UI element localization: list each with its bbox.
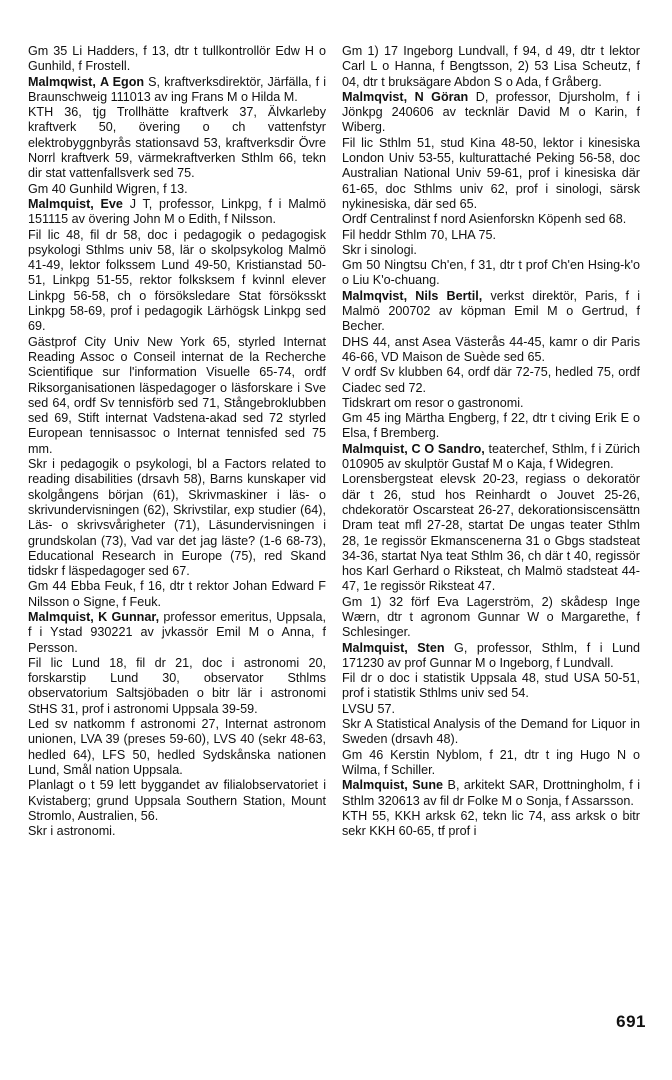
entry-given-name: Nils Bertil, <box>415 288 483 303</box>
entry-text: B, arkitekt SAR, Drottningholm, f i Sthlm 320613 av fil dr Folke M o Sonja, f Assarsson. <box>342 778 640 808</box>
entry-text: Ordf Centralinst f nord Asienforskn Köpenh sed 68. <box>342 212 627 227</box>
entry-paragraph <box>28 335 326 457</box>
entry-paragraph <box>28 778 326 824</box>
entry-heading <box>342 442 640 473</box>
page-number: 691 <box>616 1012 646 1031</box>
entry-text: Skr i pedagogik o psykologi, bl a Factors related to reading disabilities (drsavh 58), Barns kunskaper vid skolgångens början (61), Skrivmaskiner i läs- o skrivundervisningen (62), Skrivstilar, exp studier (64), Läs- o skrivsvårigheter (71), Läsundervisningen i grundskolan (73), Vad var det jag läste? (1-6 68-73), Educational Research in Europe (75), red Skand tidskr f läspedagoger sed 67. <box>28 457 326 579</box>
entry-paragraph <box>342 228 640 243</box>
entry-text: KTH 55, KKH arksk 62, tekn lic 74, ass arksk o bitr sekr KKH 60-65, tf prof i <box>342 808 640 839</box>
entry-paragraph <box>28 457 326 579</box>
entry-text: Gm 40 Gunhild Wigren, f 13. <box>28 181 188 196</box>
entry-paragraph <box>28 579 326 610</box>
entry-heading <box>28 75 326 106</box>
entry-paragraph <box>342 748 640 779</box>
entry-heading <box>342 289 640 335</box>
entry-given-name: K Gunnar, <box>98 609 160 624</box>
entry-given-name: N Göran <box>414 89 469 104</box>
entry-paragraph <box>28 182 326 197</box>
entry-text: Gm 1) 32 förf Eva Lagerström, 2) skådesp Inge Wærn, dtr t agronom Gunnar W o Margarethe, f Schlesinger. <box>342 594 640 640</box>
entry-text: J T, professor, Linkpg, f i Malmö 151115 av övering John M o Edith, f Nilsson. <box>28 196 326 227</box>
entry-paragraph <box>342 396 640 411</box>
entry-paragraph <box>28 656 326 717</box>
entry-text: Led sv natkomm f astronomi 27, Internat astronom unionen, LVA 39 (preses 59-60), LVS 40 (sekr 48-63, hedled 64), LFS 50, hedled Sydskånska nationen Lund, Smål nation Uppsala. <box>28 717 326 777</box>
entry-surname: Malmquist, <box>342 441 408 456</box>
entry-text: Fil dr o doc i statistik Uppsala 48, stud USA 50-51, prof i statistik Sthlms univ sed 54. <box>342 671 640 701</box>
entry-text: Planlagt o t 59 lett byggandet av filialobservatoriet i Kvistaberg; grund Uppsala Southern Station, Mount Stromlo, Australien, 56. <box>28 778 326 823</box>
entry-paragraph <box>342 335 640 366</box>
entry-surname: Malmqwist, <box>28 74 96 89</box>
entry-text: D, professor, Djursholm, f i Jönkpg 240606 av tecknlär David M o Karin, f Wiberg. <box>342 89 640 135</box>
entry-surname: Malmquist, <box>342 778 408 793</box>
entry-given-name: C O Sandro, <box>411 441 485 456</box>
entry-given-name: Eve <box>100 196 123 211</box>
left-column <box>28 44 326 1080</box>
entry-paragraph <box>342 717 640 748</box>
entry-paragraph <box>342 472 640 594</box>
entry-paragraph <box>342 411 640 442</box>
entry-text: Lorensbergsteat elevsk 20-23, regiass o dekoratör där t 26, stud hos Reinhardt o Jouvet 25-26, chdekoratör Oscarsteat 26-27, dekorationsiscensättn Dram teat mfl 27-28, startat De ungas teater Sthlm 28, 1e regissör Ekmanscenerna 31 o Gbgs stadsteat 34-36, startat Nya teat Sthlm 36, ch där t 40, regissör hos Karl Gerhard o Riksteat, ch Malmö stadsteat 44-47, 1e regissör Riksteat 47. <box>342 472 640 594</box>
entry-given-name: Sten <box>417 640 445 655</box>
entry-text: professor emeritus, Uppsala, f i Ystad 930221 av jvkassör Emil M o Anna, f Persson. <box>28 609 326 655</box>
entry-text: Skr A Statistical Analysis of the Demand for Liquor in Sweden (drsavh 48). <box>342 717 640 747</box>
entry-text: KTH 36, tjg Trollhätte kraftverk 37, Älvkarleby kraftverk 50, övering o ch vattenfstyr elektrobyggnbyrås stationsavd 53, kraftverksdir Övre Norrl kraftverk 59, värmekraftverken Sthlm 66, tekn dir stat vattenfallsverk sed 75. <box>28 105 326 181</box>
entry-surname: Malmquist, <box>28 196 94 211</box>
entry-paragraph <box>342 702 640 717</box>
entry-text: Gm 50 Ningtsu Ch'en, f 31, dtr t prof Ch'en Hsing-k'o o Liu K'o-chuang. <box>342 258 640 288</box>
entry-paragraph <box>28 228 326 335</box>
entry-paragraph <box>28 44 326 75</box>
entry-text: Gm 1) 17 Ingeborg Lundvall, f 94, d 49, dtr t lektor Carl L o Hanna, f Bengtsson, 2) 53 Lisa Scheutz, f 04, dtr t bruksägare Abdon S o Ada, f Gråberg. <box>342 44 640 89</box>
entry-text: Gm 35 Li Hadders, f 13, dtr t tullkontrollör Edw H o Gunhild, f Frostell. <box>28 44 326 74</box>
entry-text: verkst direktör, Paris, f i Malmö 200702 av köpman Emil M o Gertrud, f Becher. <box>342 288 640 334</box>
entry-text: Gm 44 Ebba Feuk, f 16, dtr t rektor Johan Edward F Nilsson o Signe, f Feuk. <box>28 579 326 609</box>
entry-text: DHS 44, anst Asea Västerås 44-45, kamr o dir Paris 46-66, VD Maison de Suède sed 65. <box>342 334 640 364</box>
entry-paragraph <box>342 212 640 227</box>
entry-text: Gm 46 Kerstin Nyblom, f 21, dtr t ing Hugo N o Wilma, f Schiller. <box>342 747 640 777</box>
right-column <box>342 44 640 1080</box>
entry-paragraph <box>342 243 640 258</box>
entry-heading <box>28 610 326 656</box>
entry-text: Gm 45 ing Märtha Engberg, f 22, dtr t civing Erik E o Elsa, f Bremberg. <box>342 411 640 441</box>
entry-surname: Malmquist, <box>342 640 408 655</box>
entry-paragraph <box>342 365 640 396</box>
entry-text: Fil heddr Sthlm 70, LHA 75. <box>342 227 497 242</box>
entry-text: teaterchef, Sthlm, f i Zürich 010905 av skulptör Gustaf M o Kaja, f Widegren. <box>342 441 640 472</box>
entry-text: LVSU 57. <box>342 701 395 716</box>
entry-text: Fil lic Lund 18, fil dr 21, doc i astronomi 20, forskarstip Lund 30, observator Sthlms observatorium Saltsjöbaden o bitr lär i astronomi StHS 31, prof i astronomi Uppsala 39-59. <box>28 655 326 716</box>
entry-text: Skr i astronomi. <box>28 824 116 839</box>
entry-surname: Malmqvist, <box>342 288 408 303</box>
entry-paragraph <box>342 671 640 702</box>
entry-paragraph <box>342 136 640 212</box>
entry-paragraph <box>342 44 640 90</box>
entry-text: V ordf Sv klubben 64, ordf där 72-75, hedled 75, ordf Ciadec sed 72. <box>342 365 640 395</box>
entry-given-name: A Egon <box>99 74 145 89</box>
entry-paragraph <box>342 258 640 289</box>
entry-paragraph <box>28 824 326 839</box>
entry-text: Skr i sinologi. <box>342 242 417 257</box>
entry-text: S, kraftverksdirektör, Järfälla, f i Braunschweig 111013 av ing Frans M o Hilda M. <box>28 74 326 104</box>
entry-text: G, professor, Sthlm, f i Lund 171230 av prof Gunnar M o Ingeborg, f Lundvall. <box>342 640 640 670</box>
entry-heading <box>342 641 640 672</box>
entry-surname: Malmqvist, <box>342 89 408 104</box>
entry-given-name: Sune <box>412 778 444 793</box>
entry-paragraph <box>28 717 326 778</box>
entry-heading <box>28 197 326 228</box>
entry-paragraph <box>28 105 326 181</box>
entry-heading <box>342 90 640 136</box>
entry-text: Tidskrart om resor o gastronomi. <box>342 395 524 410</box>
entry-text: Gästprof City Univ New York 65, styrled Internat Reading Assoc o Conseil internat de la Recherche Scientifique sur l'information Visuelle 65-74, ordf Riksorganisationen läspedagoger o läsforskare i Sve sed 64, ordf Sv tennisförb sed 71, Stångebroklubben sed 69, Stift internat Vadstena-akad sed 72 styrled European tennisassoc o Internat tennisfed sed 75 mm. <box>28 334 326 456</box>
entry-text: Fil lic Sthlm 51, stud Kina 48-50, lektor i kinesiska London Univ 53-55, kulturattaché Peking 56-58, doc Australian National Univ 59-61, prof i kinesiska där 61-65, doc Sthlms univ 62, prof i sinologi, särsk nykinesiska, där sed 65. <box>342 135 640 211</box>
entry-surname: Malmquist, <box>28 609 94 624</box>
entry-paragraph <box>342 595 640 641</box>
entry-heading <box>342 778 640 809</box>
entry-text: Fil lic 48, fil dr 58, doc i pedagogik o pedagogisk psykologi Sthlms univ 58, lär o skolpsykolog Malmö 41-49, lektor folkssem Lund 49-50, Kristianstad 50-51, Linkpg 51-55, rektor folksksem f kvinnl elever Linkpg 56-58, ch o försöksledare Stat försöksskt Linkpg 58-69, prof i pedagogik Lärhögsk Linkpg sed 69. <box>28 227 326 334</box>
entry-paragraph <box>342 809 640 840</box>
